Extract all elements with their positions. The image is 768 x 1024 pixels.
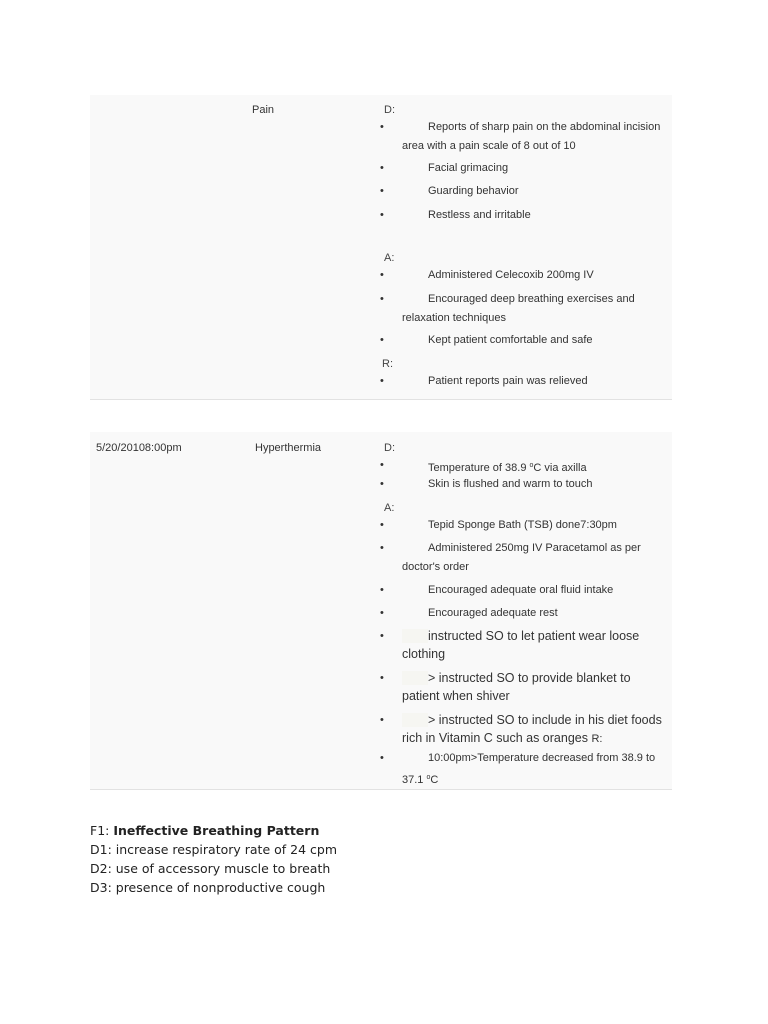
list-item: • Encouraged deep breathing exercises and relaxation techniques <box>380 290 670 328</box>
bullet-icon: • <box>380 519 384 531</box>
bullet-icon: • <box>380 185 384 197</box>
diagnosis-cell: Hyperthermia <box>255 442 322 454</box>
bullet-icon: • <box>380 121 384 133</box>
list-item: • instructed SO to let patient wear loose clothing <box>380 629 640 661</box>
list-item: • Administered Celecoxib 200mg IV <box>380 266 670 285</box>
summary-d3: D3: presence of nonproductive cough <box>90 880 326 895</box>
bullet-icon: • <box>380 375 384 387</box>
diagnosis-summary <box>90 821 337 897</box>
list-item: • Reports of sharp pain on the abdominal incision area with a pain scale of 8 out of 10 <box>380 118 670 156</box>
bullet-icon: • <box>380 334 384 346</box>
bullet-icon: • <box>380 630 384 642</box>
section-label-r: R: <box>591 733 603 745</box>
summary-d2: D2: use of accessory muscle to breath <box>90 861 331 876</box>
bullet-icon: • <box>380 672 384 684</box>
list-item: • Kept patient comfortable and safe <box>380 331 670 350</box>
bullet-icon: • <box>380 478 384 490</box>
list-item: • 10:00pm>Temperature decreased from 38.9 to 37.1 $^o$C <box>380 749 670 790</box>
list-item: • Administered 250mg IV Paracetamol as per doctor's order <box>380 539 670 577</box>
list-item: • Facial grimacing <box>380 159 670 178</box>
bullet-icon: • <box>380 607 384 619</box>
list-item: • Encouraged adequate rest <box>380 604 670 623</box>
bullet-icon: • <box>380 459 384 471</box>
diagnosis-cell: Pain <box>252 104 275 116</box>
summary-d1: D1: increase respiratory rate of 24 cpm <box>90 842 338 857</box>
list-item: • Guarding behavior <box>380 182 670 201</box>
section-label-a: A: <box>384 252 395 264</box>
nursing-note-row-pain <box>90 95 672 400</box>
list-item: • Tepid Sponge Bath (TSB) done7:30pm <box>380 516 670 535</box>
date-time-cell: 5/20/20108:00pm <box>96 442 182 454</box>
nursing-note-row-hyperthermia <box>90 432 672 790</box>
bullet-icon: • <box>380 752 384 764</box>
list-item: • Temperature of 38.9 $^o$C via axilla <box>380 456 670 478</box>
section-label-r: R: <box>382 358 393 370</box>
list-item: • Skin is flushed and warm to touch <box>380 475 670 494</box>
section-label-d: D: <box>384 442 395 454</box>
list-item: • Encouraged adequate oral fluid intake <box>380 581 670 600</box>
list-item: • Restless and irritable <box>380 206 670 225</box>
section-label-a: A: <box>384 502 395 514</box>
bullet-icon: • <box>380 542 384 554</box>
summary-f1: F1: Ineffective Breathing Pattern <box>90 823 320 838</box>
section-label-d: D: <box>384 104 395 116</box>
list-item: • Patient reports pain was relieved <box>380 372 670 391</box>
list-item: • > instructed SO to include in his diet foods rich in Vitamin C such as oranges R: <box>380 713 662 745</box>
bullet-icon: • <box>380 269 384 281</box>
list-item: • > instructed SO to provide blanket to patient when shiver <box>380 671 631 703</box>
bullet-icon: • <box>380 209 384 221</box>
bullet-icon: • <box>380 162 384 174</box>
bullet-icon: • <box>380 714 384 726</box>
bullet-icon: • <box>380 293 384 305</box>
bullet-icon: • <box>380 584 384 596</box>
summary-title: Ineffective Breathing Pattern <box>113 823 320 838</box>
